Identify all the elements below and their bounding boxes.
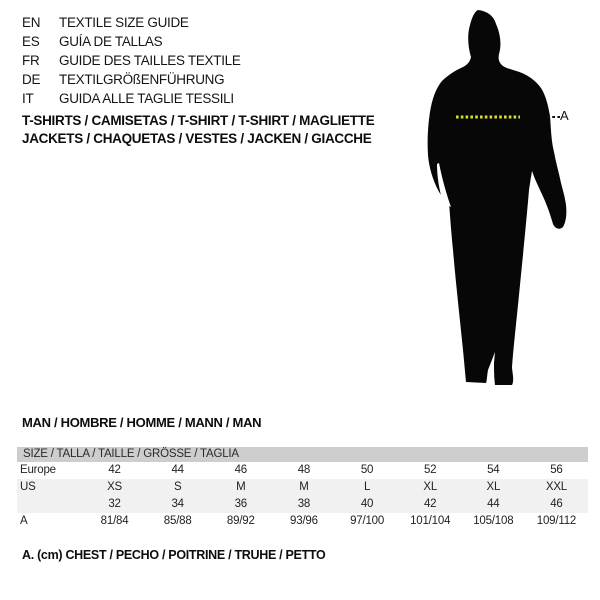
language-code: EN bbox=[22, 15, 41, 30]
language-code: FR bbox=[22, 53, 40, 68]
cell: 48 bbox=[297, 464, 311, 476]
table-row-europe bbox=[17, 462, 588, 479]
cell: 42 bbox=[108, 464, 121, 476]
cell: 32 bbox=[108, 498, 121, 510]
table-row-numeric bbox=[17, 496, 588, 513]
language-label: TEXTILGRÖßENFÜHRUNG bbox=[59, 72, 225, 87]
language-row-it bbox=[22, 89, 241, 108]
cell: 40 bbox=[360, 498, 374, 510]
row-label: US bbox=[20, 481, 36, 493]
cell: 34 bbox=[171, 498, 184, 510]
size-table bbox=[17, 447, 588, 530]
row-label: Europe bbox=[20, 464, 56, 476]
cell: 56 bbox=[550, 464, 563, 476]
row-label: A bbox=[20, 515, 28, 527]
size-table-header: SIZE / TALLA / TAILLE / GRÖSSE / TAGLIA bbox=[17, 447, 588, 462]
chest-measure-label: A bbox=[560, 108, 569, 123]
table-row-us bbox=[17, 479, 588, 496]
measurement-footnote: A. (cm) CHEST / PECHO / POITRINE / TRUHE / PETTO bbox=[22, 548, 326, 562]
cell: 46 bbox=[550, 498, 563, 510]
cell: L bbox=[363, 481, 371, 493]
language-code: DE bbox=[22, 72, 41, 87]
cell: 54 bbox=[487, 464, 500, 476]
cell: S bbox=[173, 481, 182, 493]
cell: 97/100 bbox=[350, 515, 385, 527]
section-title: MAN / HOMBRE / HOMME / MANN / MAN bbox=[22, 415, 262, 430]
cell: 50 bbox=[360, 464, 374, 476]
cell: 46 bbox=[234, 464, 248, 476]
cell: 36 bbox=[234, 498, 248, 510]
table-row-chest bbox=[17, 513, 588, 530]
cell: M bbox=[299, 481, 309, 493]
cell: 89/92 bbox=[226, 515, 255, 527]
language-label: TEXTILE SIZE GUIDE bbox=[59, 15, 189, 30]
language-row-es bbox=[22, 32, 241, 51]
cell: 52 bbox=[423, 464, 437, 476]
man-silhouette-shape bbox=[428, 10, 567, 385]
language-row-en bbox=[22, 13, 241, 32]
language-label: GUIDE DES TAILLES TEXTILE bbox=[59, 53, 241, 68]
cell: 42 bbox=[423, 498, 437, 510]
category-lines bbox=[22, 112, 374, 148]
category-tshirts: T-SHIRTS / CAMISETAS / T-SHIRT / T-SHIRT / MAGLIETTE bbox=[22, 113, 375, 128]
cell: 109/112 bbox=[536, 515, 577, 527]
cell: 44 bbox=[171, 464, 184, 476]
cell: XS bbox=[107, 481, 123, 493]
man-silhouette bbox=[395, 0, 600, 400]
language-label: GUIDA ALLE TAGLIE TESSILI bbox=[59, 91, 234, 106]
cell: 105/108 bbox=[473, 515, 514, 527]
cell: XL bbox=[486, 481, 501, 493]
language-code: ES bbox=[22, 34, 40, 49]
cell: M bbox=[236, 481, 246, 493]
language-list bbox=[22, 13, 241, 108]
cell: 85/88 bbox=[163, 515, 192, 527]
row-label bbox=[17, 496, 83, 513]
cell: 101/104 bbox=[410, 515, 451, 527]
cell: 44 bbox=[487, 498, 500, 510]
cell: 38 bbox=[297, 498, 311, 510]
language-label: GUÍA DE TALLAS bbox=[59, 34, 163, 49]
language-code: IT bbox=[22, 91, 34, 106]
cell: 93/96 bbox=[290, 515, 318, 527]
cell: XXL bbox=[545, 481, 567, 493]
category-jackets: JACKETS / CHAQUETAS / VESTES / JACKEN / GIACCHE bbox=[22, 131, 372, 146]
language-row-de bbox=[22, 70, 241, 89]
cell: 81/84 bbox=[100, 515, 129, 527]
language-row-fr bbox=[22, 51, 241, 70]
cell: XL bbox=[423, 481, 438, 493]
